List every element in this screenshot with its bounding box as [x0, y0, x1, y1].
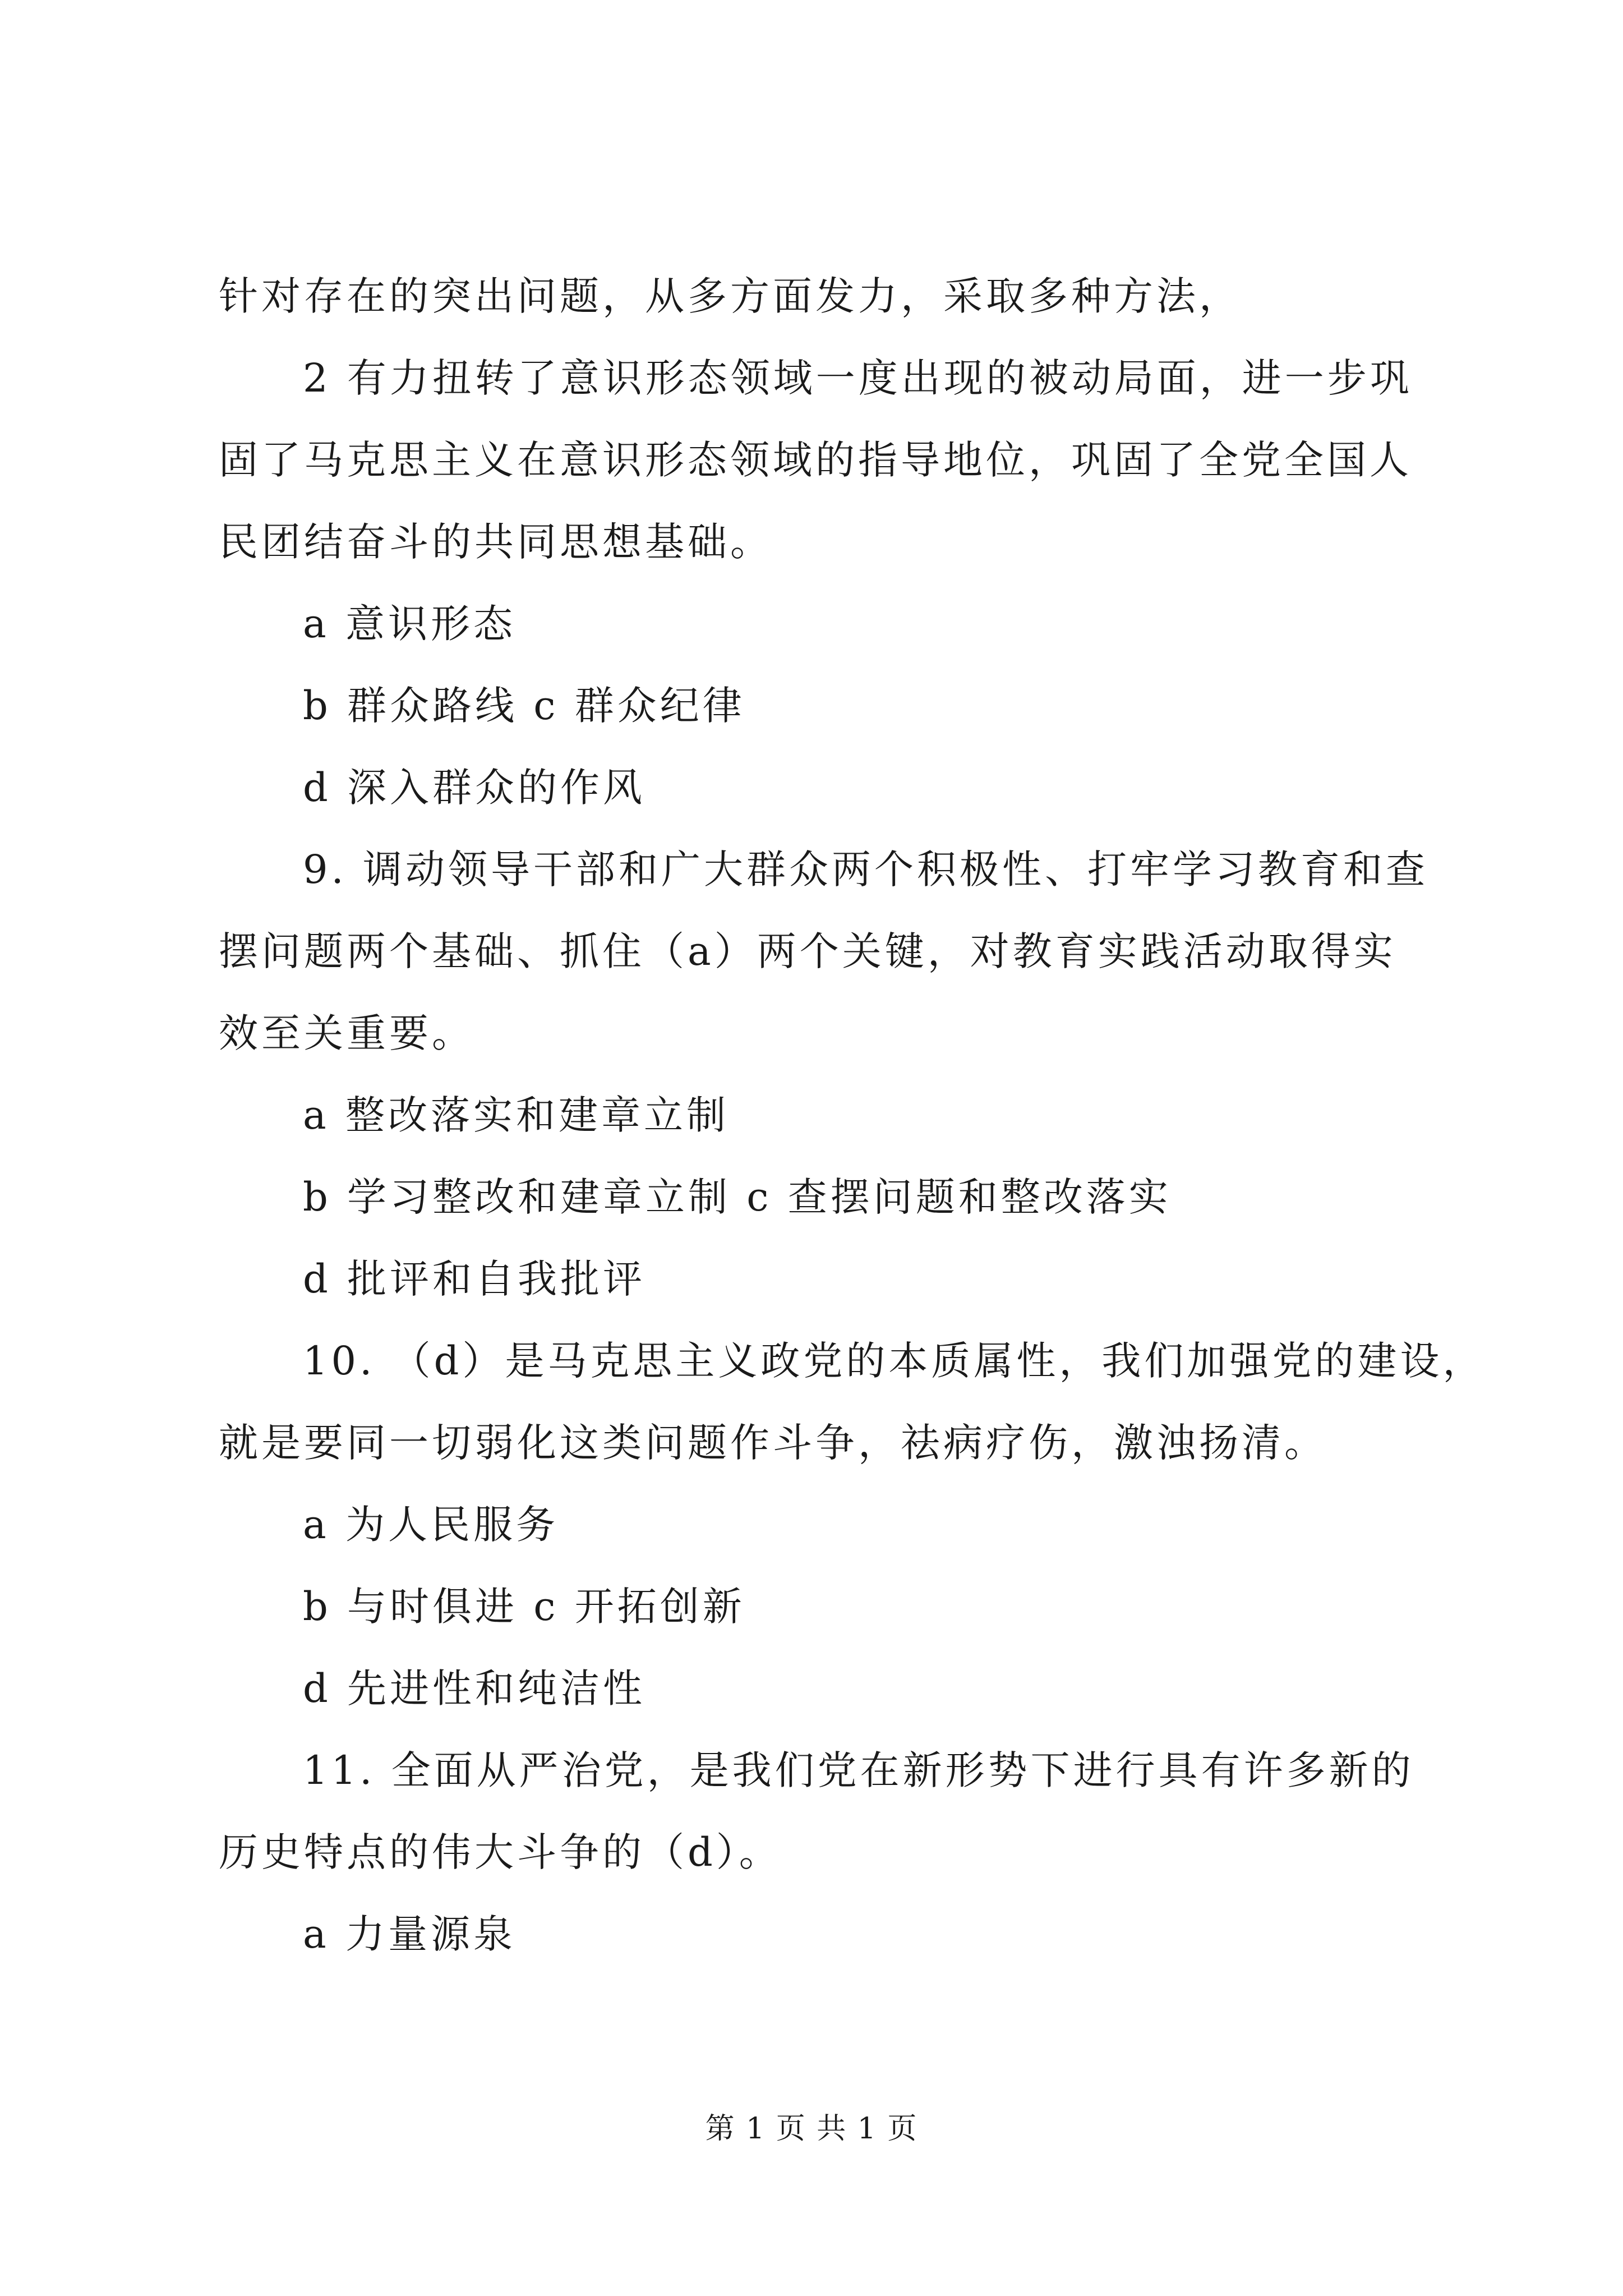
- text-line: 固了马克思主义在意识形态领域的指导地位，巩固了全党全国人: [219, 437, 1412, 483]
- page-footer: 第 1 页 共 1 页: [705, 2112, 918, 2146]
- option-line: d 先进性和纯洁性: [303, 1665, 646, 1711]
- text-line: 就是要同一切弱化这类问题作斗争，祛病疗伤，激浊扬清。: [219, 1420, 1327, 1466]
- text-line: 民团结奋斗的共同思想基础。: [219, 519, 773, 565]
- option-line: b 群众路线 c 群众纪律: [303, 683, 745, 729]
- question-line: 11. 全面从严治党，是我们党在新形势下进行具有许多新的: [303, 1747, 1414, 1793]
- option-line: a 为人民服务: [303, 1502, 559, 1548]
- text-line: 效至关重要。: [219, 1010, 474, 1056]
- text-line: 2 有力扭转了意识形态领域一度出现的被动局面，进一步巩: [303, 355, 1413, 401]
- option-line: a 力量源泉: [303, 1911, 516, 1957]
- option-line: d 深入群众的作风: [303, 765, 646, 811]
- option-line: a 意识形态: [303, 601, 516, 647]
- option-line: a 整改落实和建章立制: [303, 1092, 729, 1138]
- option-line: d 批评和自我批评: [303, 1256, 646, 1302]
- option-line: b 学习整改和建章立制 c 查摆问题和整改落实: [303, 1174, 1172, 1220]
- document-body: [219, 255, 1486, 1975]
- option-line: b 与时俱进 c 开拓创新: [303, 1584, 745, 1630]
- question-line: 10. （d）是马克思主义政党的本质属性，我们加强党的建设，: [303, 1338, 1486, 1384]
- text-line: 针对存在的突出问题，从多方面发力，采取多种方法，: [219, 273, 1242, 319]
- text-line: 摆问题两个基础、抓住（a）两个关键，对教育实践活动取得实: [219, 928, 1396, 974]
- question-line: 9. 调动领导干部和广大群众两个积极性、打牢学习教育和查: [303, 846, 1429, 892]
- text-line: 历史特点的伟大斗争的（d）。: [219, 1829, 782, 1875]
